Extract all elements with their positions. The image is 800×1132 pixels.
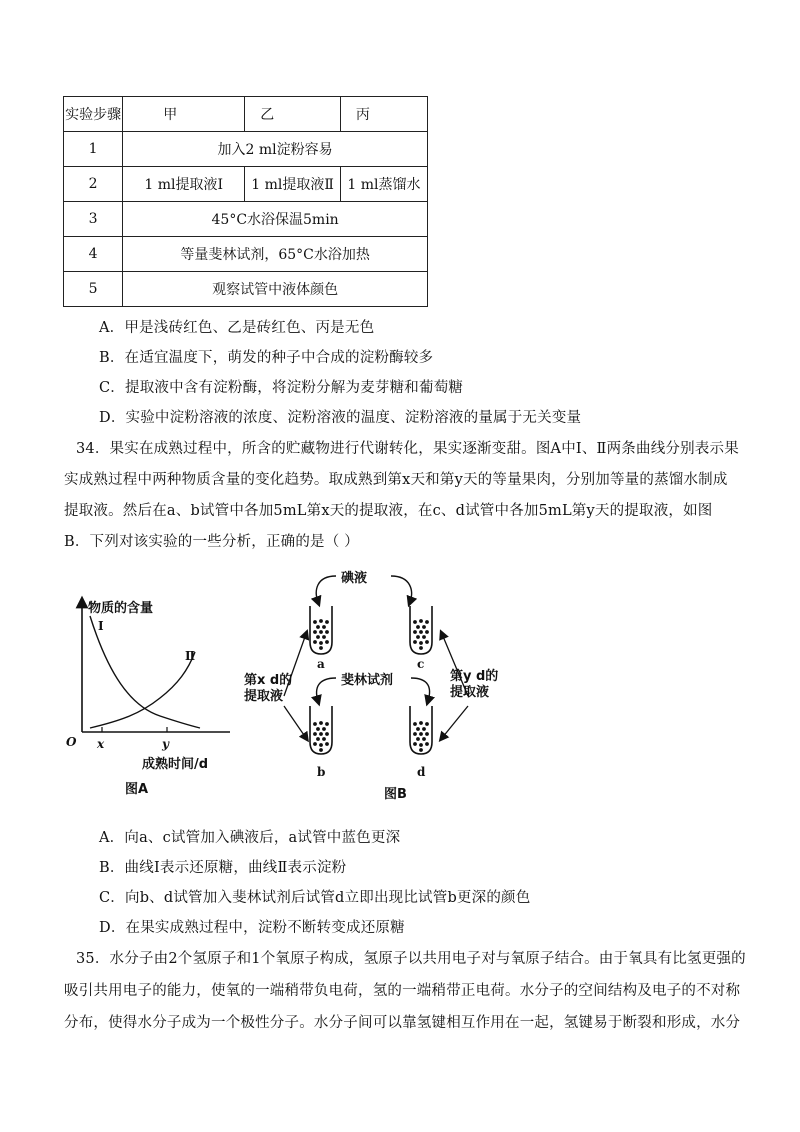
q34-stem-line: 提取液。然后在a、b试管中各加5mL第x天的提取液，在c、d试管中各加5mL第y天的提取液，如图 — [64, 503, 713, 519]
curve-1-label: Ⅰ — [98, 619, 104, 633]
q35-stem-line: 吸引共用电子的能力，使氧的一端稍带负电荷，氢的一端稍带正电荷。水分子的空间结构及电子的不对称 — [64, 983, 741, 999]
table-cell-step: 2 — [64, 167, 123, 202]
table-row — [64, 202, 428, 237]
x-axis-label: 成熟时间/d — [142, 757, 209, 772]
table-header-cell: 甲 — [123, 97, 245, 132]
arrow-to-d — [411, 678, 430, 701]
table-cell-step: 1 — [64, 132, 123, 167]
left-extract-label-2: 提取液 — [244, 689, 284, 704]
test-tube-d — [410, 706, 432, 754]
table-row — [64, 132, 428, 167]
right-extract-label-2: 提取液 — [450, 685, 490, 700]
table-header-cell: 丙 — [340, 97, 427, 132]
table-header-cell: 实验步骤 — [64, 97, 123, 132]
table-row — [64, 237, 428, 272]
q33-option-c: C．提取液中含有淀粉酶，将淀粉分解为麦芽糖和葡萄糖 — [99, 380, 464, 396]
table-header-cell: 乙 — [245, 97, 341, 132]
arrow-to-c — [391, 576, 412, 602]
q34-stem-line: 实成熟过程中两种物质含量的变化趋势。取成熟到第x天和第y天的等量果肉，分别加等量的蒸馏水制成 — [64, 472, 728, 488]
fehling-label: 斐林试剂 — [341, 673, 394, 688]
curve-2-label: Ⅱ — [185, 649, 196, 663]
figure-b-caption: 图B — [384, 787, 407, 802]
tick-x-label: x — [97, 737, 105, 751]
table-cell-step: 3 — [64, 202, 123, 237]
table-row — [64, 272, 428, 307]
table-cell: 加入2 ml淀粉容易 — [123, 132, 428, 167]
tick-y-label: y — [162, 737, 169, 751]
arrow-to-a — [316, 576, 336, 602]
tube-d-label: d — [417, 765, 426, 779]
y-axis-label: 物质的含量 — [88, 601, 154, 616]
q34-option-a: A．向a、c试管加入碘液后，a试管中蓝色更深 — [99, 830, 401, 846]
origin-label: O — [66, 735, 77, 749]
figure-a — [60, 588, 240, 806]
iodine-label: 碘液 — [341, 571, 368, 586]
q34-stem-line: B．下列对该实验的一些分析，正确的是（ ） — [64, 534, 359, 550]
table-cell: 45°C水浴保温5min — [123, 202, 428, 237]
figure-a-caption: 图A — [125, 782, 149, 797]
table-row — [64, 167, 428, 202]
test-tube-b — [310, 706, 332, 754]
figure-b — [236, 566, 516, 806]
curve-1 — [90, 616, 200, 728]
tube-b-label: b — [317, 765, 326, 779]
q33-option-a: A．甲是浅砖红色、乙是砖红色、丙是无色 — [99, 320, 375, 336]
test-tube-a — [310, 606, 332, 654]
tube-c-label: c — [417, 657, 425, 671]
q33-option-d: D．实验中淀粉溶液的浓度、淀粉溶液的温度、淀粉溶液的量属于无关变量 — [99, 410, 582, 426]
table-cell-step: 4 — [64, 237, 123, 272]
left-extract-label-1: 第x d的 — [244, 673, 293, 688]
q35-stem-line: 35．水分子由2个氢原子和1个氧原子构成，氢原子以共用电子对与氧原子结合。由于氧具有比氢更强的 — [76, 951, 746, 967]
table-cell-step: 5 — [64, 272, 123, 307]
q33-option-b: B．在适宜温度下，萌发的种子中合成的淀粉酶较多 — [99, 350, 434, 366]
curve-2 — [90, 652, 195, 728]
table-cell: 等量斐林试剂，65°C水浴加热 — [123, 237, 428, 272]
q34-option-c: C．向b、d试管加入斐林试剂后试管d立即出现比试管b更深的颜色 — [99, 890, 531, 906]
left-arrow-down — [284, 706, 306, 738]
q35-stem-line: 分布，使得水分子成为一个极性分子。水分子间可以靠氢键相互作用在一起，氢键易于断裂和形成，水分 — [64, 1015, 741, 1031]
table-cell: 1 ml提取液Ⅱ — [245, 167, 341, 202]
q34-option-b: B．曲线Ⅰ表示还原糖，曲线Ⅱ表示淀粉 — [99, 860, 347, 876]
q34-stem-line: 34．果实在成熟过程中，所含的贮藏物进行代谢转化，果实逐渐变甜。图A中Ⅰ、Ⅱ两条曲线分别表示果 — [76, 441, 739, 457]
table-cell: 1 ml蒸馏水 — [340, 167, 427, 202]
table-cell: 观察试管中液体颜色 — [123, 272, 428, 307]
table-cell: 1 ml提取液Ⅰ — [123, 167, 245, 202]
experiment-table — [63, 96, 428, 307]
tube-a-label: a — [317, 657, 325, 671]
arrow-to-b — [317, 678, 336, 701]
test-tube-c — [410, 606, 432, 654]
q34-option-d: D．在果实成熟过程中，淀粉不断转变成还原糖 — [99, 920, 405, 936]
right-extract-label-1: 第y d的 — [450, 669, 499, 684]
table-header-row — [64, 97, 428, 132]
right-arrow-down — [442, 706, 468, 738]
